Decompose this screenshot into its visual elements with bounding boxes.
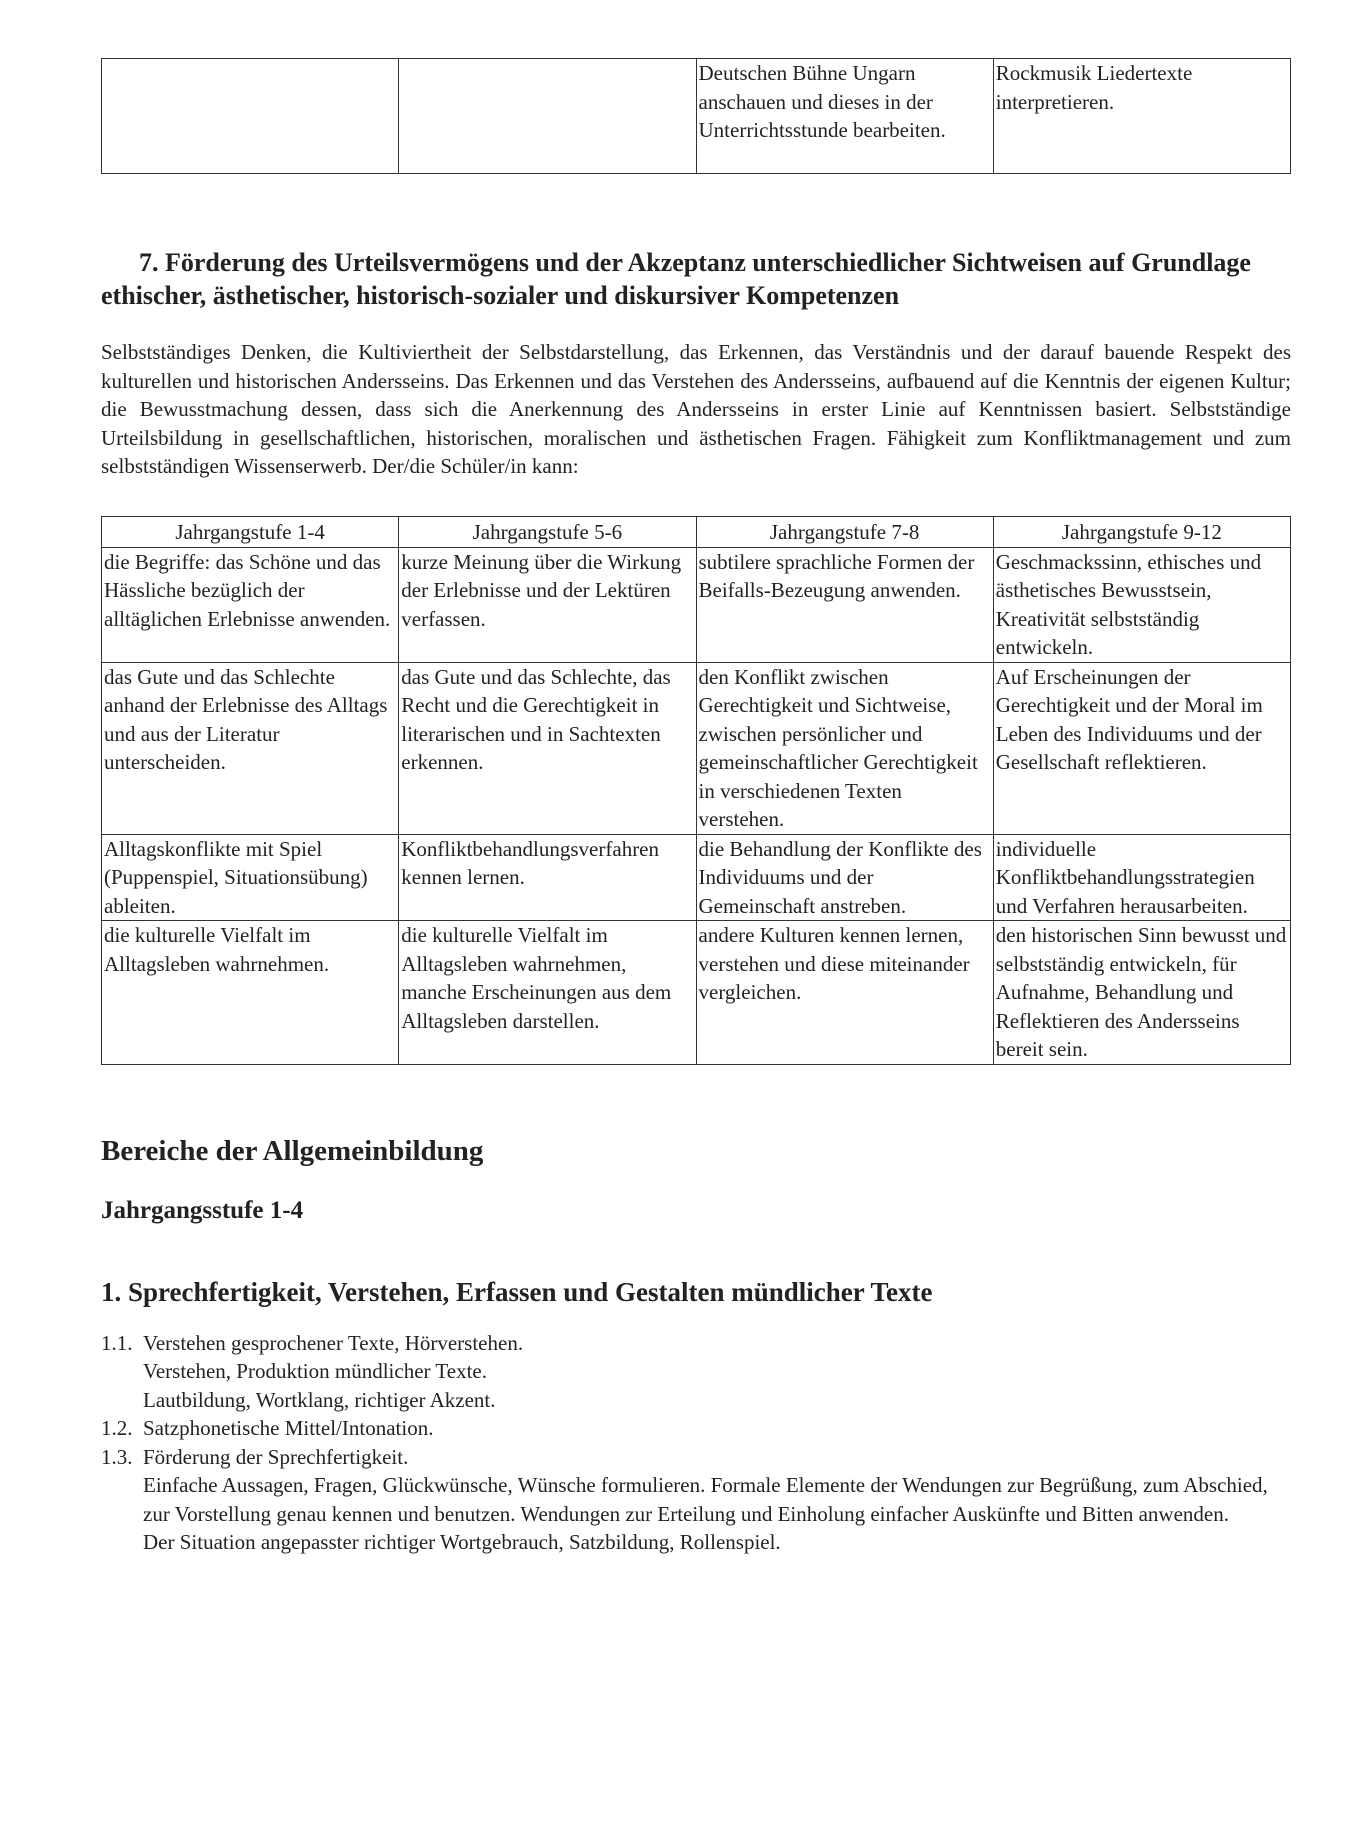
table-cell: [102, 59, 399, 174]
list-item-line: Verstehen gesprochener Texte, Hörverstehen.: [143, 1330, 524, 1355]
list-item: [101, 1414, 1291, 1443]
table-row: [102, 59, 1291, 174]
list-item: [101, 1329, 1291, 1415]
table-cell: Deutschen Bühne Ungarn anschauen und dieses in der Unterrichtsstunde bearbeiten.: [696, 59, 993, 174]
column-header: Jahrgangstufe 9-12: [993, 516, 1290, 547]
list-item: [101, 1443, 1291, 1557]
list-item-line: Förderung der Sprechfertigkeit.: [143, 1444, 409, 1469]
table-cell: die Behandlung der Konflikte des Individuums und der Gemeinschaft anstreben.: [696, 834, 993, 921]
table-cell: Auf Erscheinungen der Gerechtigkeit und der Moral im Leben des Individuums und der Gesellschaft reflektieren.: [993, 662, 1290, 834]
section-1-heading: 1. Sprechfertigkeit, Verstehen, Erfassen und Gestalten mündlicher Texte: [101, 1276, 933, 1307]
table-cell: andere Kulturen kennen lernen, verstehen und diese miteinander vergleichen.: [696, 921, 993, 1065]
table-cell: Konfliktbehandlungsverfahren kennen lernen.: [399, 834, 696, 921]
table-row: [102, 921, 1291, 1065]
list-item-line: Der Situation angepasster richtiger Wortgebrauch, Satzbildung, Rollenspiel.: [143, 1530, 781, 1554]
grade-level-heading: Jahrgangsstufe 1-4: [101, 1196, 304, 1224]
list-item-line: Einfache Aussagen, Fragen, Glückwünsche, Wünsche formulieren. Formale Elemente der Wendungen zur Begrüßung, zum Abschied, zur Vorstellung genau kennen und benutzen. Wendungen zur Erteilung und Einholung einfacher Auskünfte und Bitten anwenden.: [143, 1473, 1268, 1526]
table-cell: die kulturelle Vielfalt im Alltagsleben wahrnehmen, manche Erscheinungen aus dem Alltagsleben darstellen.: [399, 921, 696, 1065]
table-cell: den Konflikt zwischen Gerechtigkeit und Sichtweise, zwischen persönlicher und gemeinschaftlicher Gerechtigkeit in verschiedenen Texten verstehen.: [696, 662, 993, 834]
table-cell: das Gute und das Schlechte, das Recht und die Gerechtigkeit in literarischen und in Sachtexten erkennen.: [399, 662, 696, 834]
list-item-line: Satzphonetische Mittel/Intonation.: [143, 1416, 434, 1440]
competence-table: [101, 516, 1291, 1065]
document-page: [101, 58, 1291, 1557]
table-cell: die Begriffe: das Schöne und das Hässliche bezüglich der alltäglichen Erlebnisse anwenden.: [102, 547, 399, 662]
column-header: Jahrgangstufe 1-4: [102, 516, 399, 547]
column-header: Jahrgangstufe 5-6: [399, 516, 696, 547]
table-cell: individuelle Konfliktbehandlungsstrategien und Verfahren herausarbeiten.: [993, 834, 1290, 921]
table-cell: den historischen Sinn bewusst und selbstständig entwickeln, für Aufnahme, Behandlung und Reflektieren des Andersseins bereit sein.: [993, 921, 1290, 1065]
table-cell: Alltagskonflikte mit Spiel (Puppenspiel, Situationsübung) ableiten.: [102, 834, 399, 921]
areas-heading: Bereiche der Allgemeinbildung: [101, 1134, 484, 1167]
table-header-row: [102, 516, 1291, 547]
table-row: [102, 547, 1291, 662]
list-item-number: 1.1.: [101, 1330, 133, 1355]
table-row: [102, 834, 1291, 921]
section-7-intro: Selbstständiges Denken, die Kultiviertheit der Selbstdarstellung, das Erkennen, das Verständnis und der darauf bauende Respekt des kulturellen und historischen Andersseins. Das Erkennen und das Verstehen des Andersseins, aufbauend auf die Kenntnis der eigenen Kultur; die Bewusstmachung dessen, dass sich die Anerkennung des Andersseins in erster Linie auf Kenntnissen basiert. Selbstständige Urteilsbildung in gesellschaftlichen, historischen, moralischen und ästhetischen Fragen. Fähigkeit zum Konfliktmanagement und zum selbstständigen Wissenserwerb. Der/die Schüler/in kann:: [101, 340, 1291, 478]
table-row: [102, 662, 1291, 834]
column-header: Jahrgangstufe 7-8: [696, 516, 993, 547]
table-cell: Geschmackssinn, ethisches und ästhetisches Bewusstsein, Kreativität selbstständig entwickeln.: [993, 547, 1290, 662]
section-1-list: [101, 1329, 1291, 1557]
list-item-number: 1.3.: [101, 1444, 133, 1469]
section-7-heading: 7. Förderung des Urteilsvermögens und der Akzeptanz unterschiedlicher Sichtweisen auf Grundlage ethischer, ästhetischer, historisch-sozialer und diskursiver Kompetenzen: [101, 248, 1251, 310]
table-cell: kurze Meinung über die Wirkung der Erlebnisse und der Lektüren verfassen.: [399, 547, 696, 662]
list-item-line: Lautbildung, Wortklang, richtiger Akzent.: [143, 1387, 496, 1412]
table-cell: subtilere sprachliche Formen der Beifalls-Bezeugung anwenden.: [696, 547, 993, 662]
table-cell: [399, 59, 696, 174]
continued-table: [101, 58, 1291, 174]
table-cell: die kulturelle Vielfalt im Alltagsleben wahrnehmen.: [102, 921, 399, 1065]
list-item-line: Verstehen, Produktion mündlicher Texte.: [143, 1359, 487, 1383]
table-cell: Rockmusik Liedertexte interpretieren.: [993, 59, 1290, 174]
table-cell: das Gute und das Schlechte anhand der Erlebnisse des Alltags und aus der Literatur unterscheiden.: [102, 662, 399, 834]
list-item-number: 1.2.: [101, 1416, 133, 1440]
